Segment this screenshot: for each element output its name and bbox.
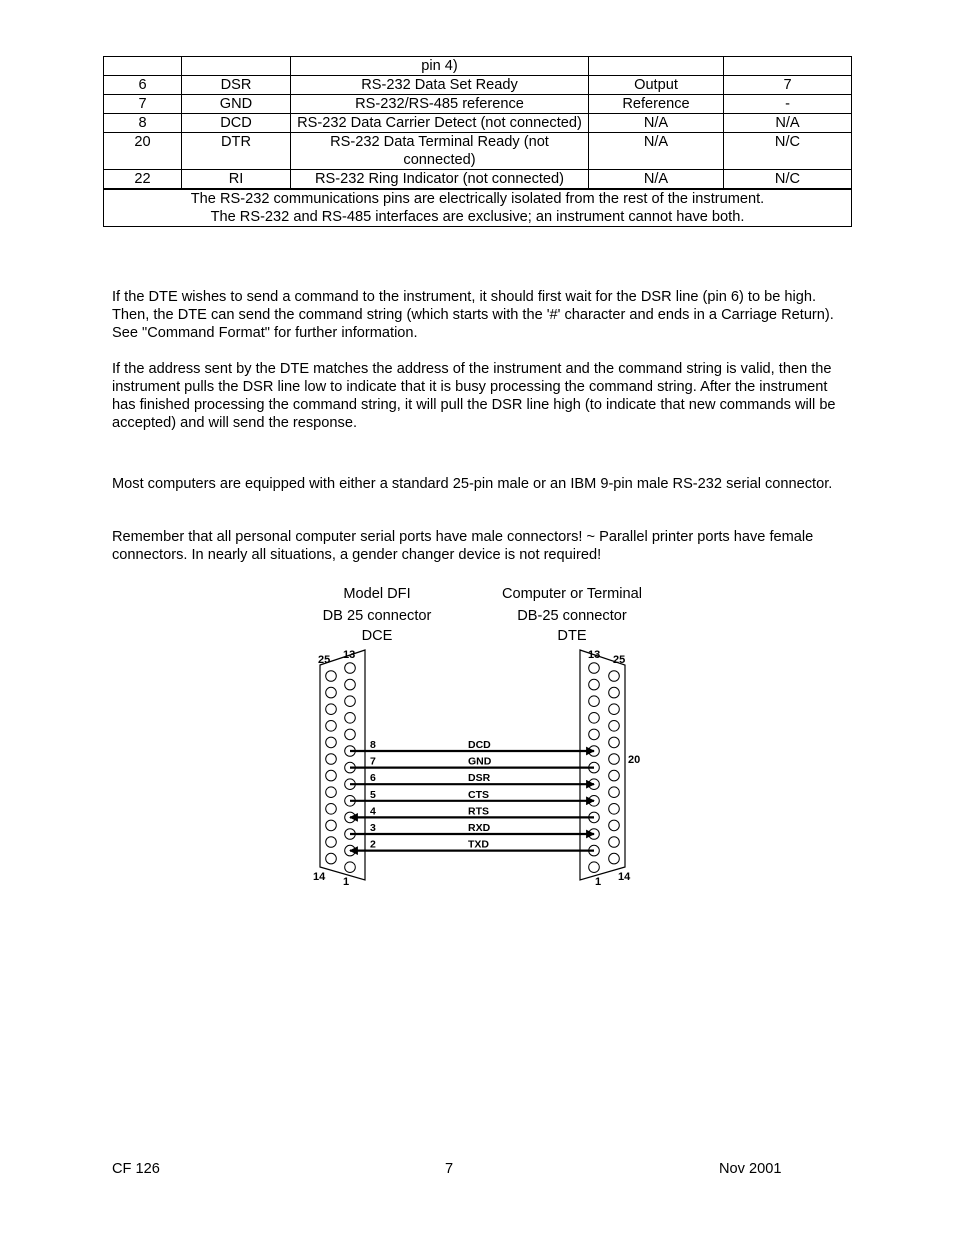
- cell-direction: Output: [589, 76, 724, 95]
- paragraph-address-match: If the address sent by the DTE matches the address of the instrument and the command string is valid, then the instrument pulls the DSR line low to indicate that it is busy processing the command string. After the instrument has finished processing the command string, it will pull the DSR line high (to indicate that new commands will be accepted) and will send the response.: [112, 361, 836, 431]
- dce-outer-pin: [326, 837, 337, 848]
- pin-table-body: [104, 57, 852, 227]
- wire-signal-label: GND: [468, 755, 492, 768]
- wire-pin-label: 4: [370, 805, 376, 818]
- cell-direction: [589, 57, 724, 76]
- footer-document-id: CF 126: [112, 1161, 160, 1177]
- wire-signal-label: RTS: [468, 805, 489, 818]
- dce-inner-pin: [345, 696, 356, 707]
- dte-outer-pin: [609, 820, 620, 831]
- wire-pin-label: 6: [370, 772, 376, 785]
- cell-pin-number: 20: [104, 133, 182, 170]
- dte-outer-pin: [609, 671, 620, 682]
- wire-signal-label: DCD: [468, 739, 491, 751]
- cell-description: RS-232 Data Set Ready: [291, 76, 589, 95]
- cell-description: RS-232/RS-485 reference: [291, 95, 589, 114]
- dce-outer-pin: [326, 804, 337, 815]
- table-row: [104, 170, 852, 190]
- footer-page-number: 7: [444, 1161, 454, 1177]
- paragraph-male-connectors: Remember that all personal computer serial ports have male connectors! ~ Parallel printer ports have female connectors. In nearly all situations, a gender changer device is not required!: [112, 529, 814, 563]
- cell-pin-number: 6: [104, 76, 182, 95]
- cell-direction: Reference: [589, 95, 724, 114]
- dce-outer-pin: [326, 853, 337, 864]
- wire-signal-label: TXD: [468, 838, 489, 851]
- cell-description: RS-232 Ring Indicator (not connected): [291, 170, 589, 190]
- cell-db9-pin: 7: [724, 76, 852, 95]
- cell-db9-pin: [724, 57, 852, 76]
- wire-pin-label: 2: [370, 838, 376, 851]
- cell-pin-number: 22: [104, 170, 182, 190]
- cell-signal-name: DCD: [182, 114, 291, 133]
- dte-outer-pin: [609, 737, 620, 748]
- cell-description: RS-232 Data Terminal Ready (not connected): [291, 133, 589, 170]
- signal-wires: [350, 739, 594, 851]
- dte-outer-pin: [609, 837, 620, 848]
- dce-pin-1-label: 1: [343, 876, 350, 888]
- footer-date: Nov 2001: [719, 1161, 782, 1177]
- dce-outer-pin: [326, 671, 337, 682]
- dte-inner-pin: [589, 696, 600, 707]
- cell-pin-number: 8: [104, 114, 182, 133]
- cell-description: pin 4): [291, 57, 589, 76]
- dte-inner-pin: [589, 862, 600, 873]
- dce-label-type: DCE: [361, 628, 393, 644]
- dce-inner-pin: [345, 679, 356, 690]
- dte-outer-pin: [609, 721, 620, 732]
- wiring-diagram: [300, 645, 660, 890]
- wire-pin-label: 8: [370, 739, 376, 751]
- dte-label-type: DTE: [557, 628, 587, 644]
- dce-outer-pin: [326, 737, 337, 748]
- cell-signal-name: DTR: [182, 133, 291, 170]
- wire-signal-label: DSR: [468, 772, 491, 785]
- dte-outer-pin: [609, 853, 620, 864]
- dte-inner-pin: [589, 679, 600, 690]
- dte-outer-pin: [609, 754, 620, 765]
- dce-pin-13-label: 13: [343, 649, 356, 661]
- dte-label-model: Computer or Terminal: [501, 586, 643, 602]
- paragraph-dsr-wait: If the DTE wishes to send a command to the instrument, it should first wait for the DSR line (pin 6) to be high. Then, the DTE can send the command string (which starts with the '#' character and ends in a Carriage Return). See "Command Format" for further information.: [112, 289, 834, 341]
- dte-outer-pin: [609, 804, 620, 815]
- cell-direction: N/A: [589, 114, 724, 133]
- dce-inner-pin: [345, 729, 356, 740]
- cell-direction: N/A: [589, 133, 724, 170]
- paragraph-computer-connectors: Most computers are equipped with either a standard 25-pin male or an IBM 9-pin male RS-232 serial connector.: [112, 476, 833, 492]
- dce-label: [292, 584, 462, 646]
- cell-signal-name: [182, 57, 291, 76]
- dte-pin-14-label: 14: [618, 871, 631, 883]
- cell-db9-pin: N/C: [724, 170, 852, 190]
- dce-outer-pin: [326, 787, 337, 798]
- dce-outer-pin: [326, 820, 337, 831]
- dce-pin-14-label: 14: [313, 871, 326, 883]
- wire-pin-label: 3: [370, 822, 376, 834]
- table-note: [104, 189, 852, 227]
- dce-label-connector: DB 25 connector: [322, 608, 432, 624]
- dce-inner-pin: [345, 663, 356, 674]
- wire-signal-label: CTS: [468, 788, 489, 801]
- wire-signal-label: RXD: [468, 822, 491, 834]
- dte-outer-pin: [609, 770, 620, 781]
- dte-outer-pin: [609, 704, 620, 715]
- table-row: [104, 114, 852, 133]
- table-note-line-1: The RS-232 communications pins are electrically isolated from the rest of the instrument.: [190, 191, 765, 207]
- dce-inner-pin: [345, 862, 356, 873]
- table-note-line-2: The RS-232 and RS-485 interfaces are exclusive; an instrument cannot have both.: [210, 209, 745, 225]
- cell-db9-pin: N/C: [724, 133, 852, 170]
- table-row: [104, 57, 852, 76]
- cell-db9-pin: -: [724, 95, 852, 114]
- dte-pin-20-label: 20: [628, 754, 641, 766]
- dte-outer-pin: [609, 787, 620, 798]
- wire-pin-label: 7: [370, 755, 376, 768]
- dce-outer-pin: [326, 754, 337, 765]
- wire-pin-label: 5: [370, 788, 376, 801]
- dte-pin-1-label: 1: [595, 876, 602, 888]
- dce-outer-pin: [326, 770, 337, 781]
- cell-pin-number: [104, 57, 182, 76]
- dte-pin-13-label: 13: [588, 649, 601, 661]
- dce-inner-pin: [345, 713, 356, 724]
- cell-direction: N/A: [589, 170, 724, 190]
- dce-pin-25-label: 25: [318, 654, 331, 666]
- dce-outer-pin: [326, 704, 337, 715]
- dte-inner-pin: [589, 729, 600, 740]
- cell-pin-number: 7: [104, 95, 182, 114]
- cell-signal-name: RI: [182, 170, 291, 190]
- dte-inner-pin: [589, 713, 600, 724]
- dte-label-connector: DB-25 connector: [517, 608, 627, 624]
- table-row: [104, 133, 852, 170]
- dce-outer-pin: [326, 687, 337, 698]
- dte-label: [477, 584, 667, 646]
- dte-outer-pin: [609, 687, 620, 698]
- dte-inner-pin: [589, 663, 600, 674]
- cell-signal-name: GND: [182, 95, 291, 114]
- cell-description: RS-232 Data Carrier Detect (not connected): [291, 114, 589, 133]
- cell-signal-name: DSR: [182, 76, 291, 95]
- pin-table: [103, 56, 852, 227]
- table-row: [104, 76, 852, 95]
- table-row: [104, 95, 852, 114]
- cell-db9-pin: N/A: [724, 114, 852, 133]
- table-note-row: [104, 189, 852, 227]
- dce-label-model: Model DFI: [343, 586, 411, 602]
- dce-outer-pin: [326, 721, 337, 732]
- dte-pin-25-label: 25: [613, 654, 626, 666]
